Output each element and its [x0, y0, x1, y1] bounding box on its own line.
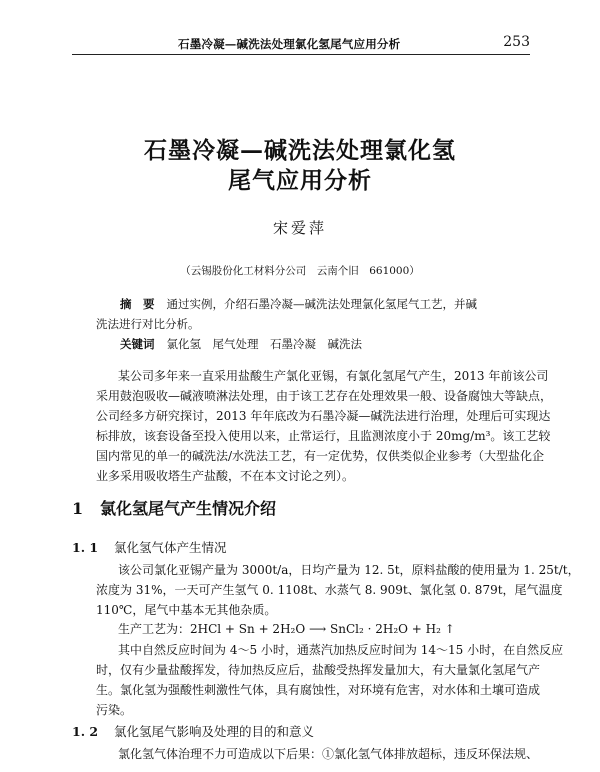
subsection-1-2-number: 1. 2 [72, 724, 99, 739]
abstract-line-2: 洗法进行对比分析。 [96, 317, 200, 331]
section-1-title: 氯化氢尾气产生情况介绍 [100, 499, 277, 518]
running-title: 石墨冷凝—碱洗法处理氯化氢尾气应用分析 [178, 37, 401, 51]
para-1-1b-line-4: 污染。 [96, 703, 133, 717]
abstract-text-line-1: 通过实例，介绍石墨冷凝—碱洗法处理氯化氢尾气工艺，并碱 [166, 297, 477, 311]
subsection-1-1-title: 氯化氢气体产生情况 [114, 540, 227, 555]
abstract-label: 摘 要 [120, 297, 155, 311]
intro-line-2: 采用鼓泡吸收—碱液喷淋法处理，由于该工艺存在处理效果一般、设备腐蚀大等缺点， [96, 389, 553, 403]
page-number: 253 [503, 34, 530, 50]
keywords-text: 氯化氢 尾气处理 石墨冷凝 碱洗法 [166, 337, 362, 351]
reaction-equation: 生产工艺为：2HCl + Sn + 2H₂O ⟶ SnCl₂ · 2H₂O + H₂ ↑ [118, 622, 455, 636]
para-1-1-line-2: 浓度为 31%，一天可产生氢气 0. 1108t、水蒸气 8. 909t、氯化氢 0. 879t，尾气温度 [96, 583, 563, 597]
intro-line-6: 业多采用吸收塔生产盐酸，不在本文讨论之列）。 [96, 469, 355, 483]
para-1-1b-line-1: 其中自然反应时间为 4～5 小时，通蒸汽加热反应时间为 14～15 小时，在自然反应 [118, 643, 564, 657]
subsection-1-1-number: 1. 1 [72, 540, 99, 555]
subsection-1-2-title: 氯化氢尾气影响及处理的目的和意义 [114, 724, 315, 739]
intro-line-4: 标排放，该套设备至投入使用以来，止常运行，且监测浓度小于 20mg/m³。该工艺较 [96, 429, 551, 443]
keywords-label: 关键词 [120, 337, 155, 351]
intro-line-1: 某公司多年来一直采用盐酸生产氯化亚锡，有氯化氢尾气产生，2013 年前该公司 [118, 369, 549, 383]
subsection-1-2-heading [72, 722, 314, 740]
keywords-line [120, 334, 362, 354]
para-1-1-line-1: 该公司氯化亚锡产量为 3000t/a，日均产量为 12. 5t，原料盐酸的使用量为 1. 25t/t， [118, 563, 580, 577]
para-1-2-line-1: 氯化氢气体治理不力可造成以下后果：①氯化氢气体排放超标，违反环保法规、 [118, 747, 539, 761]
section-1-heading [72, 496, 276, 519]
article-title-line-1: 石墨冷凝—碱洗法处理氯化氢 [144, 137, 456, 164]
subsection-1-1-heading [72, 538, 227, 556]
author-name: 宋爱萍 [272, 219, 327, 237]
intro-line-3: 公司经多方研究探讨，2013 年年底改为石墨冷凝—碱洗法进行治理，处理后可实现达 [96, 409, 551, 423]
section-1-number: 1 [72, 499, 84, 518]
para-1-1b-line-2: 时，仅有少量盐酸挥发，待加热反应后，盐酸受热挥发量加大，有大量氯化氢尾气产 [96, 663, 541, 677]
running-header [72, 34, 530, 55]
abstract-line-1 [120, 294, 477, 314]
para-1-1b-line-3: 生。氯化氢为强酸性刺激性气体，具有腐蚀性，对环境有危害，对水体和土壤可造成 [96, 683, 541, 697]
article-title-line-2: 尾气应用分析 [228, 167, 372, 194]
para-1-1-line-3: 110℃，尾气中基本无其他杂质。 [96, 603, 277, 617]
intro-line-5: 国内常见的单一的碱洗法/水洗法工艺，有一定优势，仅供类似企业参考（大型盐化企 [96, 449, 545, 463]
author-affiliation: （云锡股份化工材料分公司 云南个旧 661000） [180, 265, 420, 277]
